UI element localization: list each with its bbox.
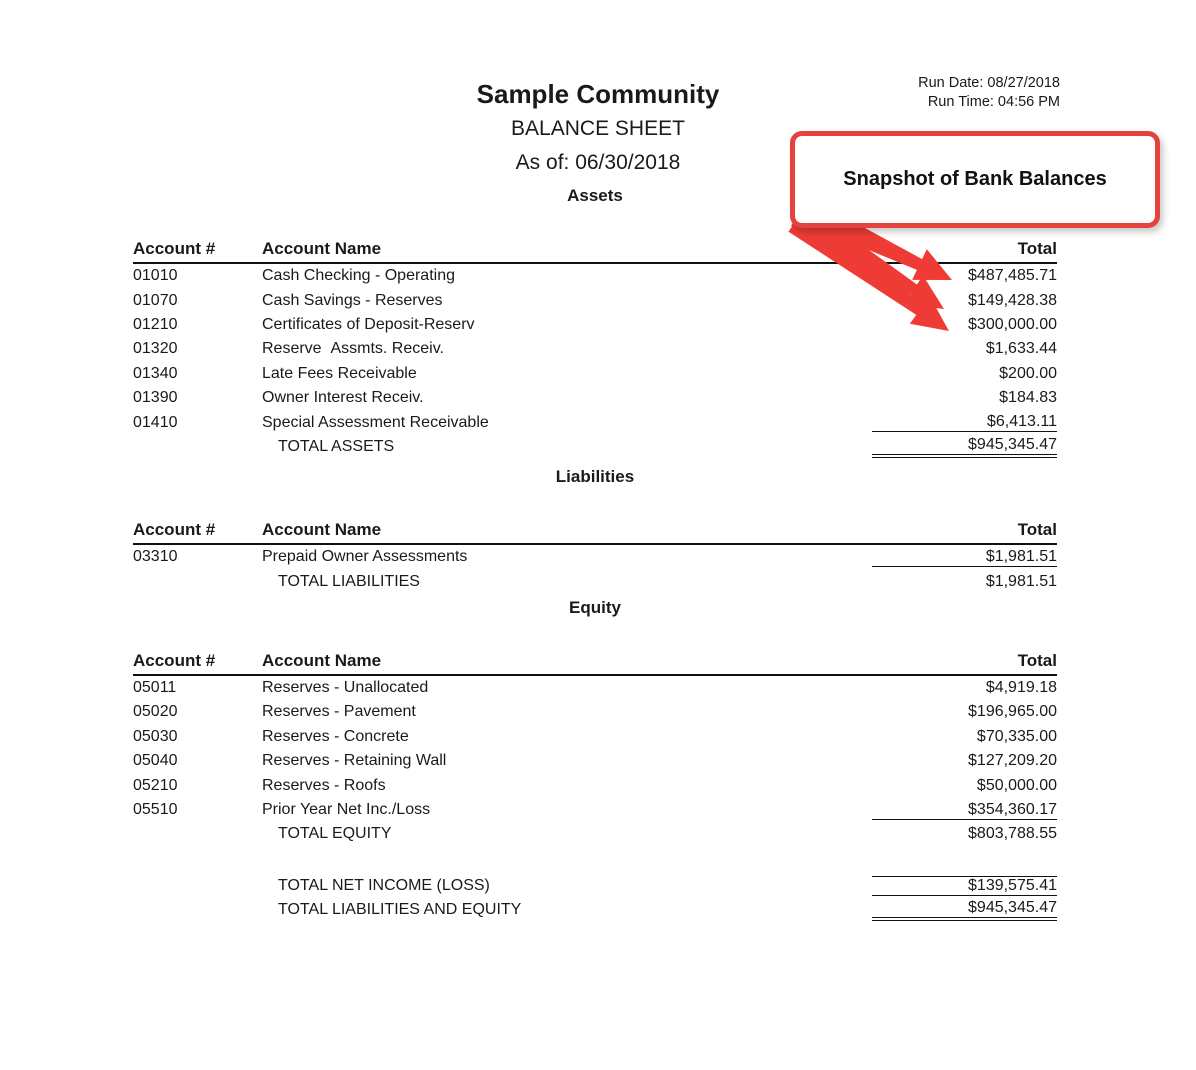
- table-row: [133, 288, 1057, 312]
- column-header-account-number: Account #: [133, 239, 216, 258]
- table-header-row: [133, 236, 1057, 264]
- total-amount: $945,345.47: [872, 436, 1057, 458]
- account-number: 05040: [133, 752, 178, 770]
- column-header-account-name: Account Name: [262, 650, 382, 670]
- amount: $1,981.51: [872, 548, 1057, 567]
- summary-label: TOTAL LIABILITIES AND EQUITY: [278, 901, 522, 919]
- amount: $127,209.20: [968, 752, 1057, 770]
- section-heading-assets: Assets: [567, 186, 623, 205]
- callout-box: [790, 131, 1160, 228]
- summary-row: [133, 898, 1057, 922]
- run-date: Run Date: 08/27/2018: [918, 75, 1060, 91]
- total-amount: $1,981.51: [985, 572, 1057, 590]
- account-number: 01340: [133, 364, 178, 382]
- total-row: [133, 435, 1057, 459]
- account-number: 01010: [133, 267, 178, 285]
- account-name: Prior Year Net Inc./Loss: [262, 801, 431, 819]
- account-number: 01210: [133, 315, 178, 333]
- account-name: Owner Interest Receiv.: [262, 389, 424, 407]
- summary-block: [133, 874, 1057, 923]
- total-row: [133, 822, 1057, 846]
- summary-amount: $945,345.47: [872, 899, 1057, 921]
- account-number: 01320: [133, 340, 178, 358]
- account-number: 05510: [133, 801, 178, 819]
- table-row: [133, 386, 1057, 410]
- report-subtitle: BALANCE SHEET: [511, 117, 685, 140]
- table-row: [133, 313, 1057, 337]
- table-row: [133, 749, 1057, 773]
- account-name: Reserves - Roofs: [262, 776, 386, 794]
- report-body: [133, 184, 1057, 922]
- table-row: [133, 410, 1057, 434]
- column-header-account-number: Account #: [133, 520, 216, 540]
- table-row: [133, 725, 1057, 749]
- table-row: [133, 773, 1057, 797]
- amount: $184.83: [999, 389, 1057, 407]
- account-number: 03310: [133, 548, 178, 566]
- column-header-account-number: Account #: [133, 650, 216, 670]
- amount: $149,428.38: [968, 291, 1057, 309]
- summary-row: [133, 874, 1057, 898]
- section-equity: [133, 596, 1057, 847]
- account-number: 01410: [133, 413, 178, 431]
- amount: $6,413.11: [872, 413, 1057, 432]
- account-number: 01390: [133, 389, 178, 407]
- section-heading-liabilities: Liabilities: [555, 467, 635, 487]
- amount: $196,965.00: [968, 703, 1057, 721]
- total-label: TOTAL ASSETS: [278, 437, 395, 455]
- column-header-account-name: Account Name: [262, 239, 382, 258]
- table-row: [133, 264, 1057, 288]
- table-row: [133, 676, 1057, 700]
- column-header-total: Total: [1017, 239, 1057, 258]
- table-row: [133, 545, 1057, 569]
- section-liabilities: [133, 465, 1057, 594]
- account-name: Cash Savings - Reserves: [262, 291, 443, 309]
- run-time: Run Time: 04:56 PM: [927, 94, 1060, 110]
- account-name: Reserves - Concrete: [262, 727, 409, 745]
- account-name: Certificates of Deposit-Reserv: [262, 315, 475, 333]
- account-name: Reserves - Retaining Wall: [262, 752, 447, 770]
- account-name: Cash Checking - Operating: [262, 267, 455, 285]
- table-header-row: [133, 517, 1057, 545]
- table-row: [133, 798, 1057, 822]
- amount: $354,360.17: [872, 801, 1057, 820]
- callout-text: Snapshot of Bank Balances: [843, 168, 1107, 190]
- account-number: 05011: [133, 679, 177, 697]
- total-label: TOTAL EQUITY: [278, 825, 392, 843]
- amount: $4,919.18: [985, 679, 1057, 697]
- account-number: 05020: [133, 703, 178, 721]
- amount: $200.00: [999, 364, 1057, 382]
- column-header-total: Total: [1017, 520, 1057, 540]
- account-number: 01070: [133, 291, 178, 309]
- account-number: 05210: [133, 776, 178, 794]
- run-info: [918, 74, 1060, 112]
- column-header-account-name: Account Name: [262, 520, 382, 540]
- column-header-total: Total: [1017, 650, 1057, 670]
- amount: $70,335.00: [976, 727, 1057, 745]
- total-row: [133, 570, 1057, 594]
- amount: $300,000.00: [968, 315, 1057, 333]
- account-name: Reserve Assmts. Receiv.: [262, 340, 444, 358]
- table-header-row: [133, 648, 1057, 676]
- amount: $487,485.71: [968, 267, 1057, 285]
- summary-label: TOTAL NET INCOME (LOSS): [278, 876, 490, 894]
- account-name: Late Fees Receivable: [262, 364, 417, 382]
- account-number: 05030: [133, 727, 178, 745]
- amount: $1,633.44: [985, 340, 1057, 358]
- account-name: Special Assessment Receivable: [262, 413, 489, 431]
- amount: $50,000.00: [976, 776, 1057, 794]
- section-heading-equity: Equity: [569, 597, 621, 617]
- total-amount: $803,788.55: [968, 825, 1057, 843]
- account-name: Prepaid Owner Assessments: [262, 548, 468, 566]
- report-asof-date: As of: 06/30/2018: [515, 151, 681, 174]
- account-name: Reserves - Unallocated: [262, 679, 429, 697]
- table-row: [133, 337, 1057, 361]
- table-row: [133, 700, 1057, 724]
- table-row: [133, 362, 1057, 386]
- report-title: Sample Community: [476, 79, 720, 109]
- total-label: TOTAL LIABILITIES: [278, 572, 420, 590]
- account-name: Reserves - Pavement: [262, 703, 416, 721]
- summary-amount: $139,575.41: [872, 876, 1057, 896]
